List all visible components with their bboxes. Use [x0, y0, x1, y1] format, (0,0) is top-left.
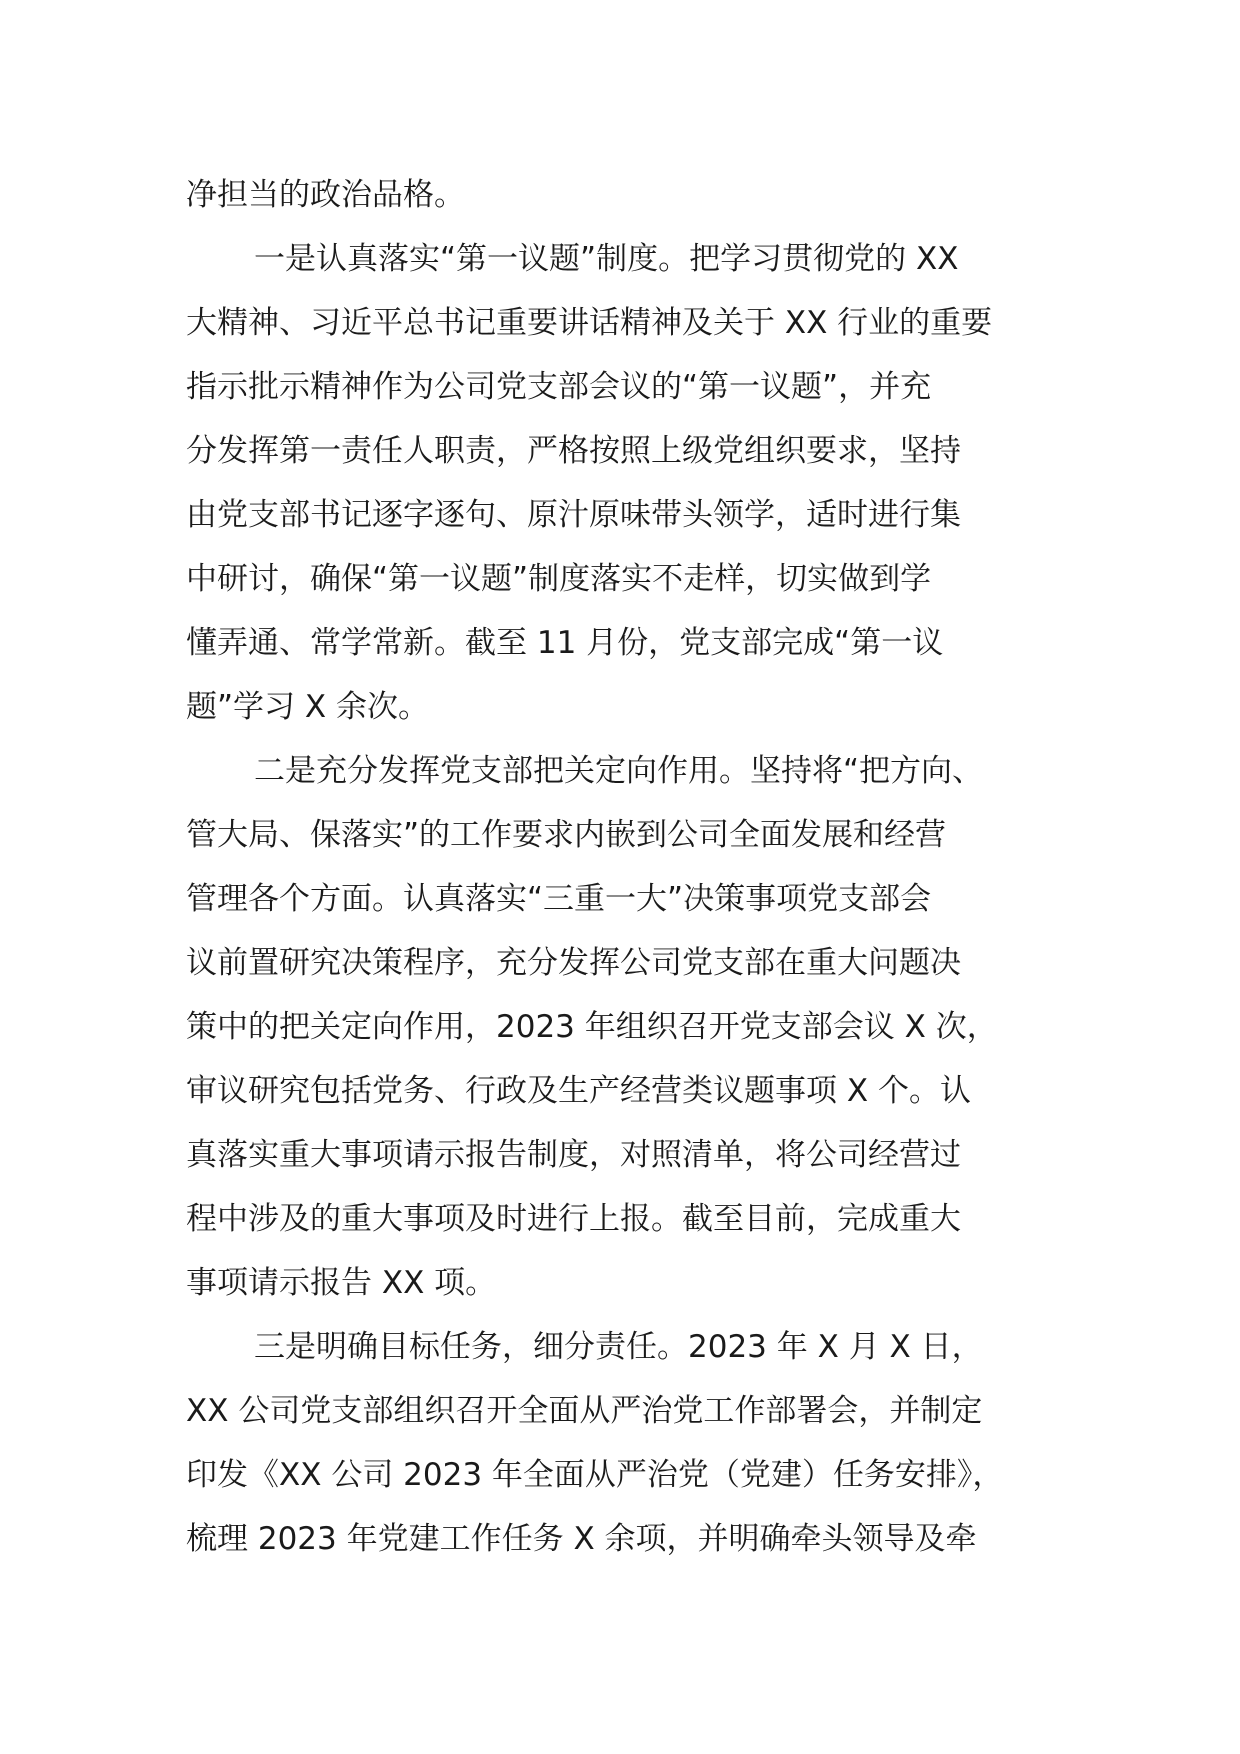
text-line: 大精神、习近平总书记重要讲话精神及关于 XX 行业的重要: [186, 305, 993, 341]
text-line: 中研讨，确保“第一议题”制度落实不走样，切实做到学: [186, 561, 932, 597]
text-line: 管理各个方面。认真落实“三重一大”决策事项党支部会: [186, 881, 932, 917]
paragraph-first-line: 二是充分发挥党支部把关定向作用。坚持将“把方向、: [254, 753, 984, 789]
text-line: 真落实重大事项请示报告制度，对照清单，将公司经营过: [186, 1137, 961, 1173]
text-line: 题”学习 X 余次。: [186, 689, 430, 725]
text-line: 管大局、保落实”的工作要求内嵌到公司全面发展和经营: [186, 817, 947, 853]
text-line: 审议研究包括党务、行政及生产经营类议题事项 X 个。认: [186, 1073, 971, 1109]
text-line: 程中涉及的重大事项及时进行上报。截至目前，完成重大: [186, 1201, 961, 1237]
text-line: XX 公司党支部组织召开全面从严治党工作部署会，并制定: [186, 1393, 983, 1429]
text-line: 事项请示报告 XX 项。: [186, 1265, 497, 1301]
text-line: 由党支部书记逐字逐句、原汁原味带头领学，适时进行集: [186, 497, 961, 533]
text-line: 净担当的政治品格。: [186, 177, 465, 213]
text-line: 指示批示精神作为公司党支部会议的“第一议题”，并充: [186, 369, 932, 405]
text-line: 梳理 2023 年党建工作任务 X 余项，并明确牵头领导及牵: [186, 1521, 977, 1557]
text-line: 懂弄通、常学常新。截至 11 月份，党支部完成“第一议: [186, 625, 944, 661]
text-line: 议前置研究决策程序，充分发挥公司党支部在重大问题决: [186, 945, 961, 981]
document-body: [186, 163, 1076, 1571]
text-line: 印发《XX 公司 2023 年全面从严治党（党建）任务安排》，: [186, 1457, 1004, 1493]
paragraph-first-line: 一是认真落实“第一议题”制度。把学习贯彻党的 XX: [254, 241, 959, 277]
text-line: 分发挥第一责任人职责，严格按照上级党组织要求，坚持: [186, 433, 961, 469]
text-line: 策中的把关定向作用，2023 年组织召开党支部会议 X 次，: [186, 1009, 998, 1045]
paragraph-first-line: 三是明确目标任务，细分责任。2023 年 X 月 X 日，: [254, 1329, 983, 1365]
